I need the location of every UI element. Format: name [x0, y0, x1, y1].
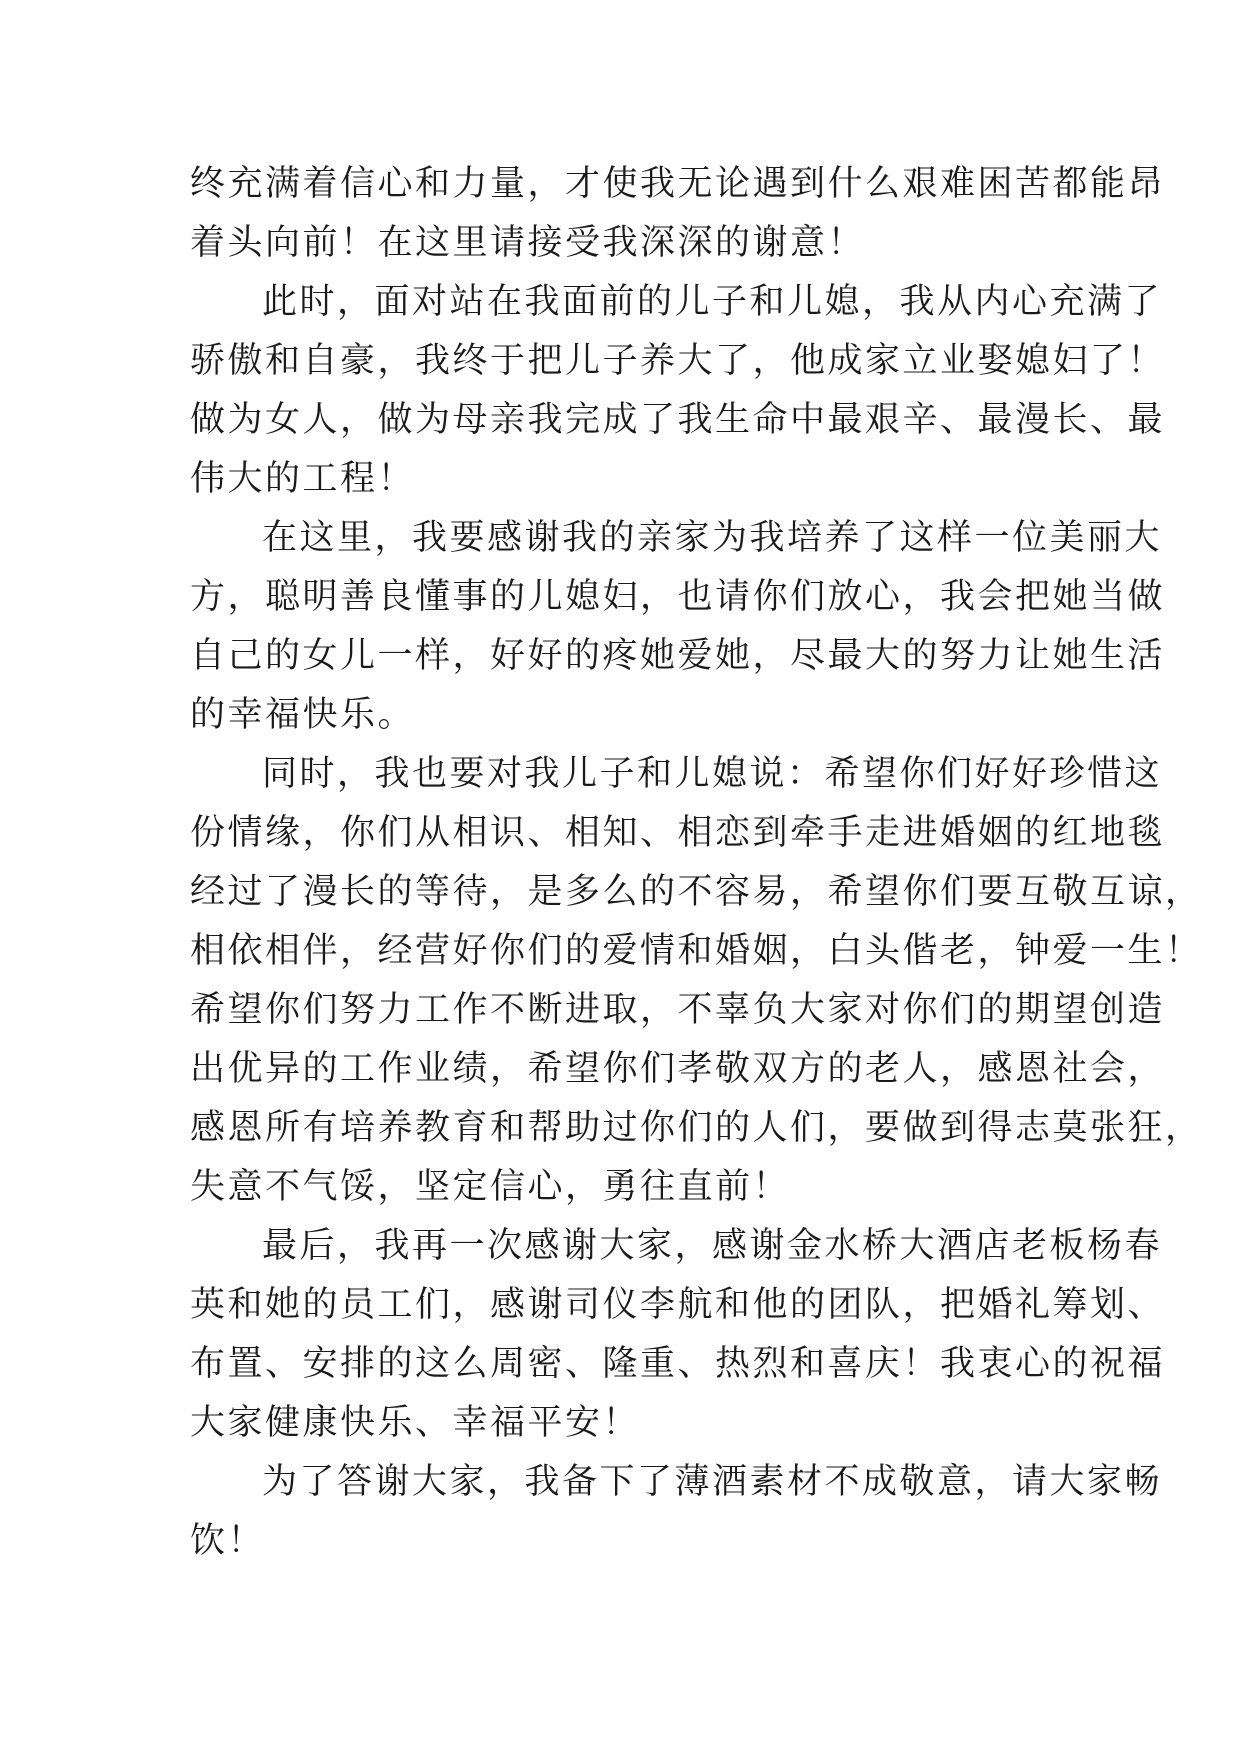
text-line: 自己的女儿一样，好好的疼她爱她，尽最大的努力让她生活	[190, 636, 1166, 676]
paragraph-first-line: 此时，面对站在我面前的儿子和儿媳，我从内心充满了	[262, 282, 1163, 322]
text-line: 经过了漫长的等待，是多么的不容易，希望你们要互敬互谅，	[190, 872, 1203, 912]
text-line: 着头向前！在这里请接受我深深的谢意！	[190, 223, 866, 263]
text-line: 饮！	[190, 1521, 266, 1561]
text-line: 失意不气馁，坚定信心，勇往直前！	[190, 1167, 791, 1207]
paragraph-first-line: 同时，我也要对我儿子和儿媳说：希望你们好好珍惜这	[262, 754, 1163, 794]
text-line: 相依相伴，经营好你们的爱情和婚姻，白头偕老，钟爱一生！	[190, 931, 1203, 971]
text-line: 终充满着信心和力量，才使我无论遇到什么艰难困苦都能昂	[190, 164, 1166, 204]
text-line: 伟大的工程！	[190, 459, 416, 499]
text-line: 大家健康快乐、幸福平安！	[190, 1403, 641, 1443]
text-line: 的幸福快乐。	[190, 695, 416, 735]
paragraph-first-line: 为了答谢大家，我备下了薄酒素材不成敬意，请大家畅	[262, 1462, 1163, 1502]
text-line: 出优异的工作业绩，希望你们孝敬双方的老人，感恩社会，	[190, 1049, 1166, 1089]
text-line: 希望你们努力工作不断进取，不辜负大家对你们的期望创造	[190, 990, 1166, 1030]
text-line: 方，聪明善良懂事的儿媳妇，也请你们放心，我会把她当做	[190, 577, 1166, 617]
document-body	[190, 155, 1203, 1571]
text-line: 英和她的员工们，感谢司仪李航和他的团队，把婚礼筹划、	[190, 1285, 1166, 1325]
text-line: 做为女人，做为母亲我完成了我生命中最艰辛、最漫长、最	[190, 400, 1166, 440]
paragraph-first-line: 最后，我再一次感谢大家，感谢金水桥大酒店老板杨春	[262, 1226, 1163, 1266]
text-line: 布置、安排的这么周密、隆重、热烈和喜庆！我衷心的祝福	[190, 1344, 1166, 1384]
text-line: 感恩所有培养教育和帮助过你们的人们，要做到得志莫张狂，	[190, 1108, 1203, 1148]
text-line: 份情缘，你们从相识、相知、相恋到牵手走进婚姻的红地毯	[190, 813, 1166, 853]
paragraph-first-line: 在这里，我要感谢我的亲家为我培养了这样一位美丽大	[262, 518, 1163, 558]
text-line: 骄傲和自豪，我终于把儿子养大了，他成家立业娶媳妇了！	[190, 341, 1166, 381]
